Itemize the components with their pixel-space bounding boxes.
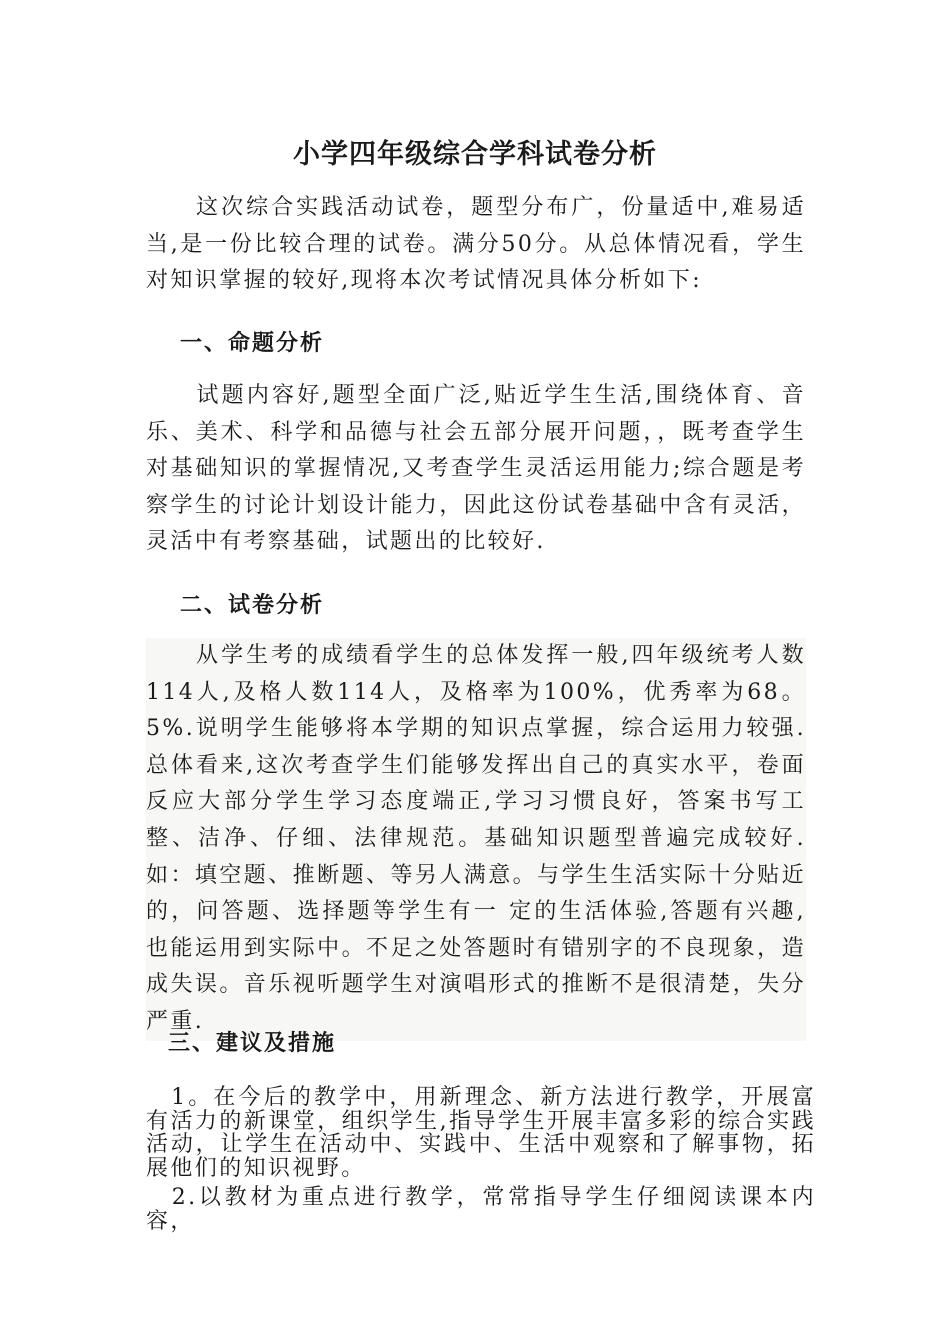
document-title: 小学四年级综合学科试卷分析	[293, 139, 657, 170]
section-body-1: 试题内容好,题型全面广泛,贴近学生生活,围绕体育、音乐、美术、科学和品德与社会五部分展开问题，，既考查学生对基础知识的掌握情况,又考查学生灵活运用能力;综合题是考察学生的讨论计划设计能力，因此这份试卷基础中含有灵活，灵活中有考察基础，试题出的比较好.	[146, 383, 806, 554]
section-heading-2: 二、试卷分析	[180, 593, 325, 618]
section-body-2: 从学生考的成绩看学生的总体发挥一般,四年级统考人数114人,及格人数114人，及格率为100%，优秀率为68。5%.说明学生能够将本学期的知识点掌握，综合运用力较强.总体看来,这次考查学生们能够发挥出自己的真实水平，卷面反应大部分学生学习态度端正,学习习惯良好，答案书写工整、洁净、仔细、法律规范。基础知识题型普遍完成较好.如：填空题、推断题、等另人满意。与学生生活实际十分贴近的，问答题、选择题等学生有一 定的生活体验,答题有兴趣,也能运用到实际中。不足之处答题时有错别字的不良现象，造成失误。音乐视听题学生对演唱形式的推断不是很清楚，失分严重.	[146, 638, 806, 1041]
suggestion-item-2: 2.以教材为重点进行教学，常常指导学生仔细阅读课本内容，	[146, 1185, 816, 1234]
section-heading-1: 一、命题分析	[180, 331, 325, 356]
intro-paragraph: 这次综合实践活动试卷，题型分布广，份量适中,难易适当,是一份比较合理的试卷。满分50分。从总体情况看，学生对知识掌握的较好,现将本次考试情况具体分析如下:	[146, 195, 806, 293]
suggestion-item-1: 1。在今后的教学中，用新理念、新方法进行教学，开展富有活力的新课堂，组织学生,指导学生开展丰富多彩的综合实践活动，让学生在活动中、实践中、生活中观察和了解事物，拓展他们的知识视野。	[146, 1085, 816, 1181]
section-heading-3: 三、建议及措施	[168, 1031, 337, 1056]
